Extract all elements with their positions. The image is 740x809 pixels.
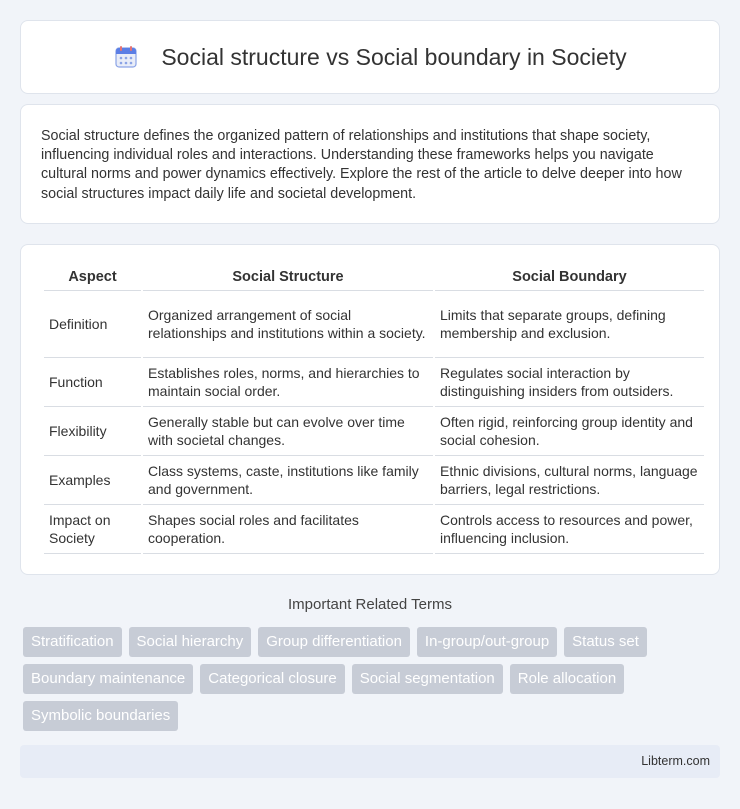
footer: [20, 745, 720, 778]
related-term-tag[interactable]: In-group/out-group: [417, 627, 557, 657]
comparison-table-card: [20, 244, 720, 575]
table-row: [44, 505, 704, 554]
row-structure: Generally stable but can evolve over time with societal changes.: [143, 407, 433, 456]
row-boundary: Often rigid, reinforcing group identity and social cohesion.: [435, 407, 704, 456]
footer-brand-link[interactable]: Libterm.com: [641, 754, 710, 768]
intro-card: [20, 104, 720, 224]
page-title: Social structure vs Social boundary in Society: [161, 43, 627, 70]
title-card: [20, 20, 720, 94]
row-aspect: Impact on Society: [44, 505, 141, 554]
header-social-structure: Social Structure: [143, 265, 433, 291]
intro-paragraph: Social structure defines the organized pattern of relationships and institutions that shape society, influencing individual roles and interactions. Understanding these frameworks helps you navigate cultural norms and power dynamics effectively. Explore the rest of the article to delve deeper into how social structures impact daily life and societal development.: [41, 128, 682, 202]
related-term-tag[interactable]: Social hierarchy: [129, 627, 252, 657]
related-term-tag[interactable]: Role allocation: [510, 664, 624, 694]
row-structure: Shapes social roles and facilitates cooperation.: [143, 505, 433, 554]
related-terms-list: [23, 627, 723, 731]
row-structure: Establishes roles, norms, and hierarchies to maintain social order.: [143, 358, 433, 407]
row-structure: Class systems, caste, institutions like family and government.: [143, 456, 433, 505]
table-row: [44, 358, 704, 407]
row-boundary: Ethnic divisions, cultural norms, language barriers, legal restrictions.: [435, 456, 704, 505]
table-row: [44, 456, 704, 505]
table-row: [44, 291, 704, 358]
table-row: [44, 407, 704, 456]
related-term-tag[interactable]: Symbolic boundaries: [23, 701, 178, 731]
row-aspect: Flexibility: [44, 407, 141, 456]
comparison-table: [42, 265, 706, 554]
header-social-boundary: Social Boundary: [435, 265, 704, 291]
related-term-tag[interactable]: Boundary maintenance: [23, 664, 193, 694]
header-aspect: Aspect: [44, 265, 141, 291]
row-aspect: Examples: [44, 456, 141, 505]
related-term-tag[interactable]: Status set: [564, 627, 647, 657]
table-header-row: [44, 265, 704, 291]
row-aspect: Definition: [44, 291, 141, 358]
related-term-tag[interactable]: Group differentiation: [258, 627, 410, 657]
row-aspect: Function: [44, 358, 141, 407]
row-structure: Organized arrangement of social relationships and institutions within a society.: [143, 291, 433, 358]
row-boundary: Regulates social interaction by distinguishing insiders from outsiders.: [435, 358, 704, 407]
calendar-icon: [113, 44, 139, 70]
row-boundary: Limits that separate groups, defining membership and exclusion.: [435, 291, 704, 358]
related-term-tag[interactable]: Social segmentation: [352, 664, 503, 694]
related-term-tag[interactable]: Categorical closure: [200, 664, 344, 694]
related-terms-title: Important Related Terms: [288, 596, 452, 613]
row-boundary: Controls access to resources and power, influencing inclusion.: [435, 505, 704, 554]
related-term-tag[interactable]: Stratification: [23, 627, 122, 657]
